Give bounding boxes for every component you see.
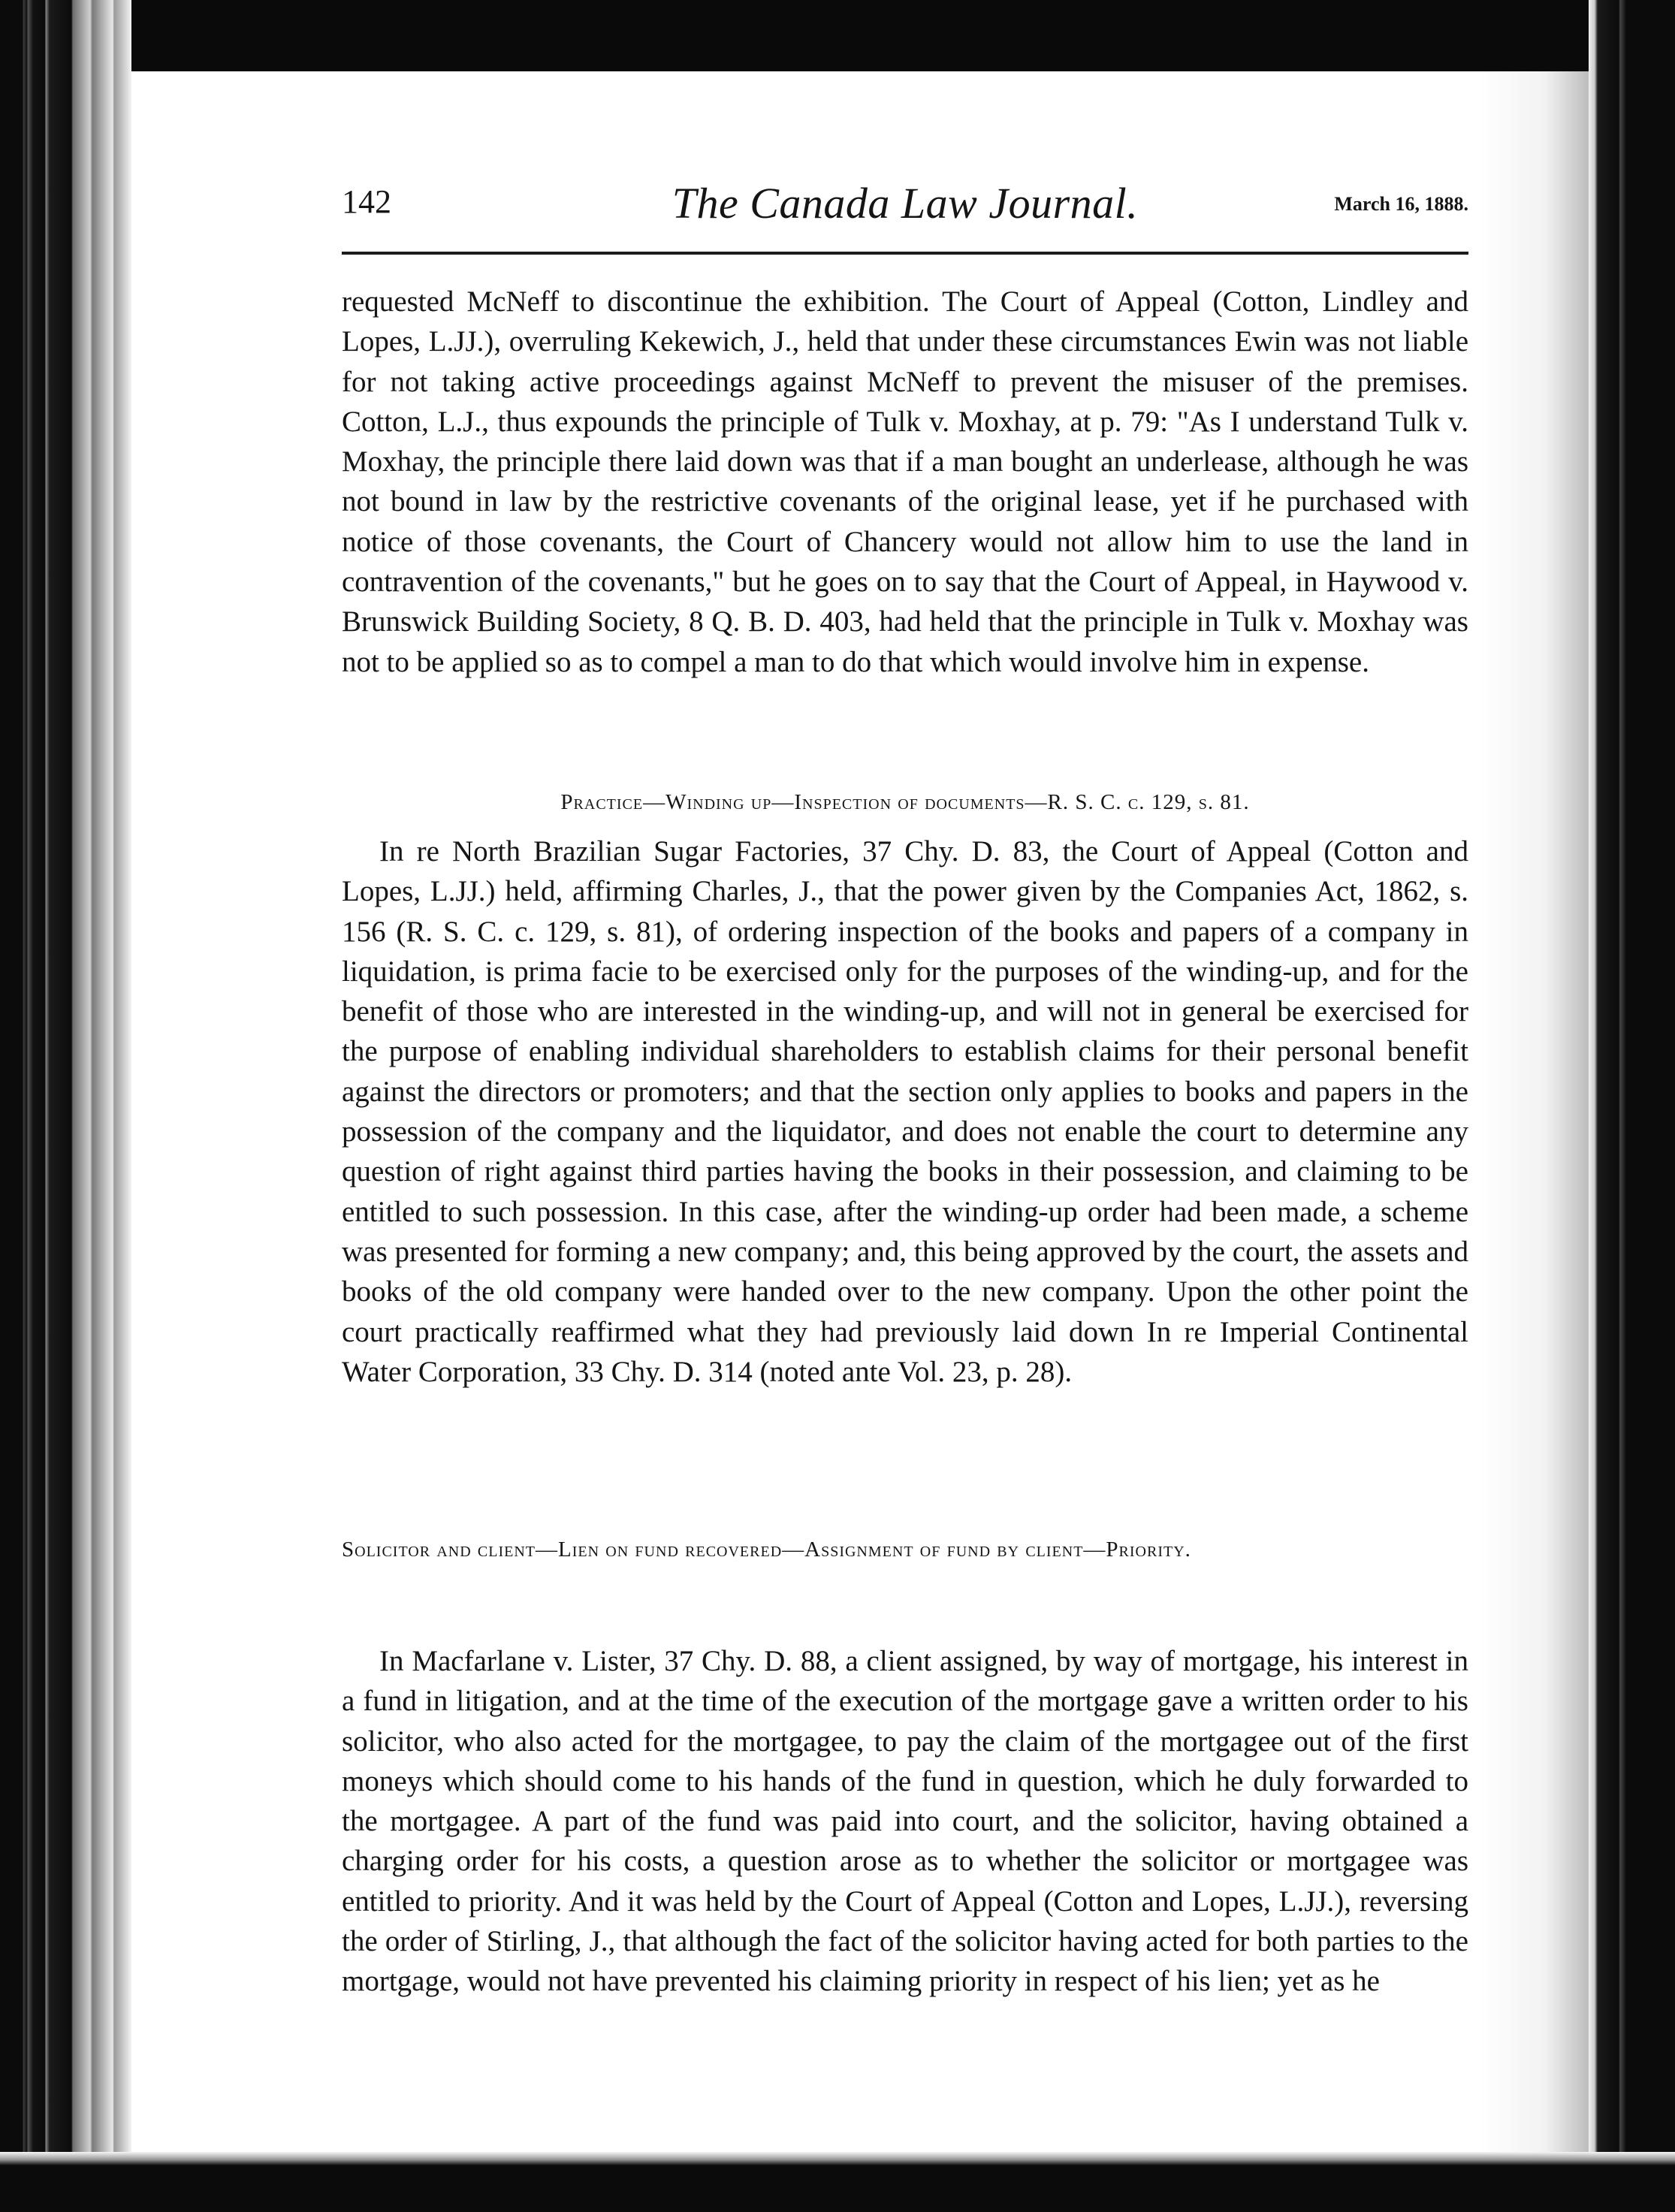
header-rule bbox=[342, 252, 1468, 255]
running-header bbox=[342, 179, 1468, 235]
paragraph-text: requested McNeff to discontinue the exhibition. The Court of Appeal (Cotton, Lindley and Lopes, L.JJ.), overruling Kekewich, J., held that under these circumstances Ewin was not liable for not taking active proceedings against McNeff to prevent the misuser of the premises. Cotton, L.J., thus expounds the principle of Tulk v. Moxhay, at p. 79: "As I understand Tulk v. Moxhay, the principle there laid down was that if a man bought an underlease, although he was not bound in law by the restrictive covenants of the original lease, yet if he purchased with notice of those covenants, the Court of Chancery would not allow him to use the land in contravention of the covenants," but he goes on to say that the Court of Appeal, in Haywood v. Brunswick Building Society, 8 Q. B. D. 403, had held that the principle in Tulk v. Moxhay was not to be applied so as to compel a man to do that which would involve him in expense. bbox=[342, 285, 1468, 678]
page-edge-shadow bbox=[1480, 71, 1589, 2152]
paragraph-north-brazilian bbox=[342, 831, 1468, 1392]
scan-border-bottom bbox=[0, 2152, 1675, 2212]
scan-border-top bbox=[0, 0, 1675, 71]
issue-date: March 16, 1888. bbox=[1334, 193, 1468, 215]
section-heading-solicitor: Solicitor and client—Lien on fund recovered—Assignment of fund by client—Priority. bbox=[342, 1538, 1191, 1562]
section-heading-practice: Practice—Winding up—Inspection of documents—R. S. C. c. 129, s. 81. bbox=[560, 790, 1250, 814]
journal-title: The Canada Law Journal. bbox=[672, 179, 1139, 228]
page-number: 142 bbox=[342, 183, 391, 220]
paragraph-text: In re North Brazilian Sugar Factories, 37 Chy. D. 83, the Court of Appeal (Cotton and Lopes, L.JJ.) held, affirming Charles, J., that the power given by the Companies Act, 1862, s. 156 (R. S. C. c. 129, s. 81), of ordering inspection of the books and papers of a company in liquidation, is prima facie to be exercised only for the purposes of the winding-up, and for the benefit of those who are interested in the winding-up, and will not in general be exercised for the purpose of enabling individual shareholders to establish claims for their personal benefit against the directors or promoters; and that the section only applies to books and papers in the possession of the company and the liquidator, and does not enable the court to determine any question of right against third parties having the books in their possession, and claiming to be entitled to such possession. In this case, after the winding-up order had been made, a scheme was presented for forming a new company; and, this being approved by the court, the assets and books of the old company were handed over to the new company. Upon the other point the court practically reaffirmed what they had previously laid down In re Imperial Continental Water Corporation, 33 Chy. D. 314 (noted ante Vol. 23, p. 28). bbox=[342, 835, 1468, 1388]
paragraph-continuation bbox=[342, 282, 1468, 682]
paragraph-macfarlane bbox=[342, 1641, 1468, 2002]
paragraph-text: In Macfarlane v. Lister, 37 Chy. D. 88, a client assigned, by way of mortgage, his interest in a fund in litigation, and at the time of the execution of the mortgage gave a written order to his solicitor, who also acted for the mortgagee, to pay the claim of the mortgagee out of the first moneys which should come to his hands of the fund in question, which he duly forwarded to the mortgagee. A part of the fund was paid into court, and the solicitor, having obtained a charging order for his costs, a question arose as to whether the solicitor or mortgagee was entitled to priority. And it was held by the Court of Appeal (Cotton and Lopes, L.JJ.), reversing the order of Stirling, J., that although the fact of the solicitor having acted for both parties to the mortgage, would not have prevented his claiming priority in respect of his lien; yet as he bbox=[342, 1645, 1468, 1998]
book-spine-shadow bbox=[0, 0, 131, 2212]
scan-border-right bbox=[1589, 0, 1675, 2212]
